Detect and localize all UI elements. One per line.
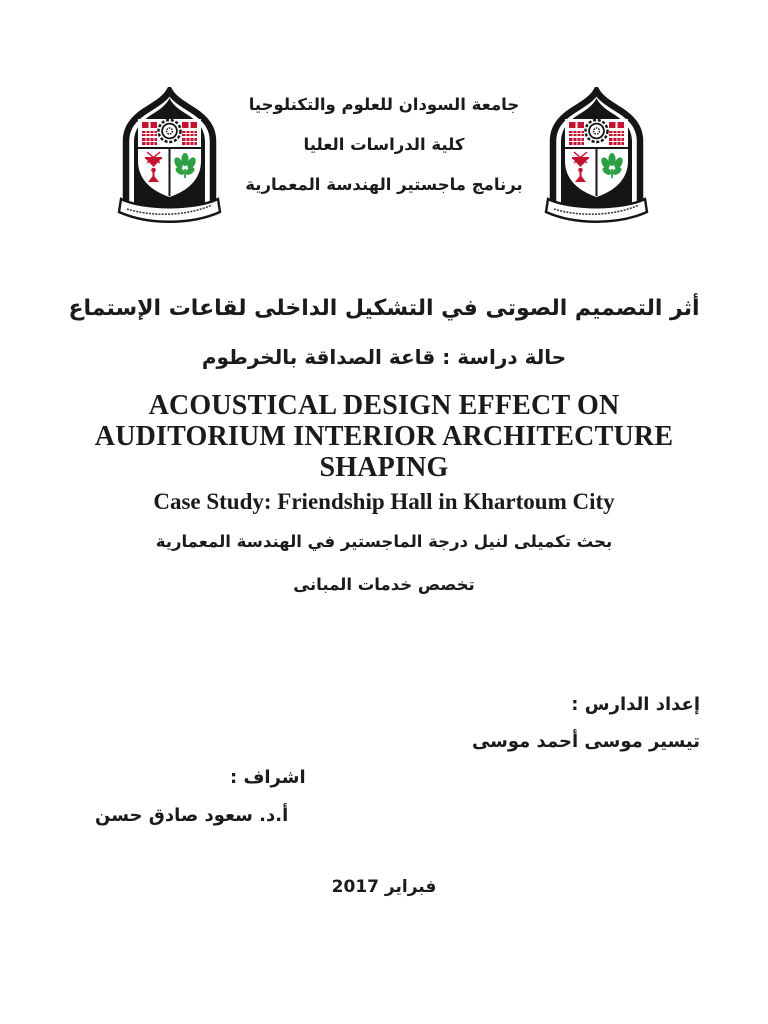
college-name: كلية الدراسات العليا <box>303 135 465 154</box>
case-study-arabic: حالة دراسة : قاعة الصداقة بالخرطوم <box>201 345 567 369</box>
thesis-title-english <box>0 390 768 483</box>
prepared-by-label: إعداد الدارس : <box>571 694 700 715</box>
degree-specialization: تخصص خدمات المبانى <box>293 575 475 594</box>
student-name: تيسير موسى أحمد موسى <box>471 731 700 752</box>
english-title-line3: SHAPING <box>319 452 449 483</box>
supervision-label: اشراف : <box>230 767 306 788</box>
program-name: برنامج ماجستير الهندسة المعمارية <box>245 175 523 194</box>
publication-date: فبراير 2017 <box>331 877 437 897</box>
english-title-line2: AUDITORIUM INTERIOR ARCHITECTURE <box>94 421 674 452</box>
thesis-title-arabic: أثر التصميم الصوتى في التشكيل الداخلى لقاعات الإستماع <box>68 296 700 321</box>
degree-statement: بحث تكميلى لنيل درجة الماجستير في الهندسة المعمارية <box>155 532 613 551</box>
university-name: جامعة السودان للعلوم والتكنلوجيا <box>248 95 520 114</box>
university-header <box>0 85 768 205</box>
case-study-english: Case Study: Friendship Hall in Khartoum City <box>153 489 615 514</box>
supervisor-name: أ.د. سعود صادق حسن <box>95 805 289 826</box>
english-title-line1: ACOUSTICAL DESIGN EFFECT ON <box>148 390 620 421</box>
